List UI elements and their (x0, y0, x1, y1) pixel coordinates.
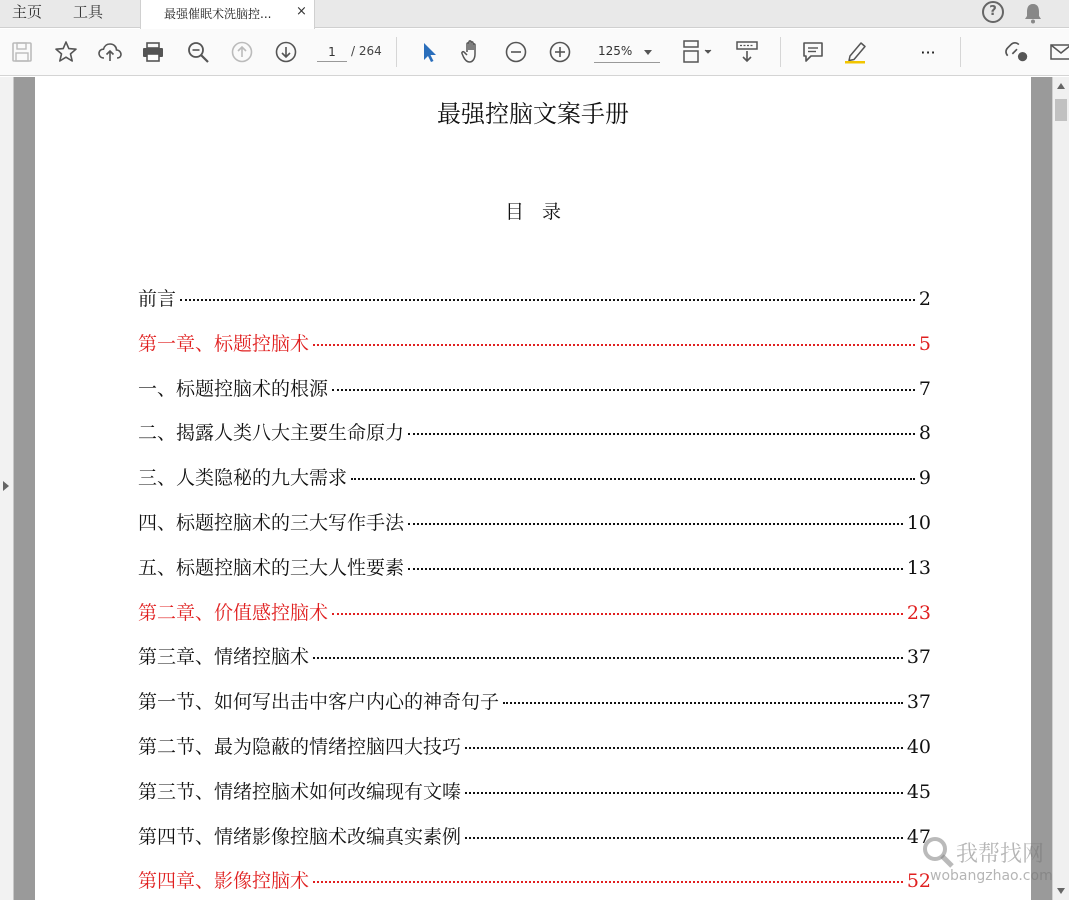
comment-icon[interactable] (800, 38, 826, 66)
toc-entry-title: 第二节、最为隐蔽的情绪控脑四大技巧 (138, 735, 462, 758)
toc-entry-title: 二、揭露人类八大主要生命原力 (138, 422, 405, 445)
toc-entry[interactable] (138, 687, 931, 732)
toc-dot-leader (408, 433, 915, 435)
tab-bar (0, 0, 1069, 28)
toc-entry[interactable] (138, 866, 931, 900)
page-total-count: / 264 (351, 44, 382, 58)
toc-entry[interactable] (138, 642, 931, 687)
watermark-url: wobangzhao.com (930, 868, 1053, 884)
toc-entry[interactable] (138, 777, 931, 822)
toc-dot-leader (332, 389, 915, 391)
toc-entry-title: 三、人类隐秘的九大需求 (138, 467, 348, 490)
next-page-icon[interactable] (273, 38, 299, 66)
toc-entry-title: 第四章、影像控脑术 (138, 870, 310, 893)
watermark-text: 我帮找网 (956, 842, 1045, 867)
toc-entry[interactable] (138, 374, 931, 419)
toc-entry-page: 5 (918, 332, 931, 355)
magnifier-logo-icon (920, 834, 956, 870)
toc-entry[interactable] (138, 598, 931, 643)
toc-dot-leader (313, 881, 903, 883)
sign-link-icon[interactable] (1004, 38, 1030, 66)
toolbar (0, 29, 1069, 76)
toc-entry-page: 2 (918, 288, 931, 310)
toc-dot-leader (332, 613, 903, 615)
toc-entry-title: 第一节、如何写出击中客户内心的神奇句子 (138, 691, 500, 714)
zoom-level-value: 125% (598, 44, 633, 58)
pdf-page (35, 77, 1031, 900)
tab-document[interactable] (140, 0, 315, 29)
left-panel-toggle[interactable] (0, 77, 14, 900)
toc-entry-title: 第二章、价值感控脑术 (138, 601, 329, 624)
toc-entry-page: 47 (906, 825, 931, 848)
document-viewer (0, 77, 1069, 900)
bookmark-star-icon[interactable] (53, 38, 79, 66)
toc-entry[interactable] (138, 553, 931, 598)
table-of-contents (138, 284, 931, 900)
toc-entry-title: 前言 (138, 288, 177, 310)
toc-entry[interactable] (138, 418, 931, 463)
upload-cloud-icon[interactable] (97, 38, 123, 66)
print-icon[interactable] (140, 38, 166, 66)
toc-dot-leader (408, 523, 903, 525)
scrollbar-thumb[interactable] (1055, 99, 1067, 121)
tab-home[interactable]: 主页 (12, 3, 43, 21)
toc-entry-title: 第三节、情绪控脑术如何改编现有文嗪 (138, 780, 462, 803)
toc-entry[interactable] (138, 822, 931, 867)
toc-entry-page: 8 (918, 422, 931, 445)
toc-entry-page: 9 (918, 467, 931, 490)
toc-entry[interactable] (138, 284, 931, 329)
toolbar-divider (960, 37, 961, 67)
toc-entry-page: 13 (906, 556, 931, 579)
toc-dot-leader (313, 344, 915, 346)
toc-dot-leader (313, 657, 903, 659)
toolbar-divider (780, 37, 781, 67)
email-icon[interactable] (1047, 38, 1069, 66)
help-icon[interactable]: ? (982, 1, 1004, 23)
toc-entry[interactable] (138, 508, 931, 553)
toc-entry-title: 五、标题控脑术的三大人性要素 (138, 556, 405, 579)
toc-entry[interactable] (138, 732, 931, 777)
toc-entry-page: 40 (906, 735, 931, 758)
toc-entry-page: 23 (906, 601, 931, 624)
tab-tools[interactable]: 工具 (73, 3, 104, 21)
hand-tool-icon[interactable] (459, 38, 485, 66)
toc-dot-leader (351, 478, 915, 480)
document-title: 最强控脑文案手册 (437, 100, 629, 128)
expand-panel-icon[interactable] (3, 481, 9, 491)
toc-entry-title: 第三章、情绪控脑术 (138, 646, 310, 669)
zoom-in-icon[interactable] (547, 38, 573, 66)
toc-entry-page: 45 (906, 780, 931, 803)
toc-entry-title: 四、标题控脑术的三大写作手法 (138, 511, 405, 534)
zoom-out-search-icon[interactable] (185, 38, 211, 66)
previous-page-icon[interactable] (229, 38, 255, 66)
document-tab-label: 最强催眠术洗脑控... (164, 7, 272, 21)
toc-dot-leader (465, 792, 903, 794)
toc-entry-page: 37 (906, 691, 931, 714)
toc-entry-title: 一、标题控脑术的根源 (138, 377, 329, 400)
highlight-pen-icon[interactable] (843, 38, 869, 66)
scroll-mode-icon[interactable] (734, 38, 760, 66)
toc-entry[interactable] (138, 329, 931, 374)
close-tab-button[interactable]: × (296, 4, 307, 19)
toc-entry-title: 第一章、标题控脑术 (138, 332, 310, 355)
toolbar-divider (396, 37, 397, 67)
toc-entry-page: 37 (906, 646, 931, 669)
toc-dot-leader (465, 837, 903, 839)
toc-entry-page: 7 (918, 377, 931, 400)
more-tools-icon[interactable]: ··· (920, 42, 936, 62)
page-layout-icon[interactable] (680, 38, 716, 66)
toc-entry-page: 10 (906, 511, 931, 534)
zoom-out-icon[interactable] (503, 38, 529, 66)
vertical-scrollbar[interactable] (1052, 77, 1069, 900)
toc-heading: 目录 (504, 201, 579, 223)
toc-entry-title: 第四节、情绪影像控脑术改编真实素例 (138, 825, 462, 848)
toc-dot-leader (465, 747, 903, 749)
toc-dot-leader (180, 299, 915, 301)
toc-dot-leader (503, 702, 903, 704)
page-number-input[interactable] (317, 42, 347, 62)
bell-icon[interactable] (1023, 2, 1043, 28)
toc-entry[interactable] (138, 463, 931, 508)
save-icon[interactable] (9, 38, 35, 66)
scroll-up-arrow-icon[interactable] (1057, 83, 1065, 89)
chevron-down-icon (644, 50, 652, 55)
zoom-level-select[interactable] (594, 42, 660, 63)
toc-dot-leader (408, 568, 903, 570)
select-cursor-icon[interactable] (416, 38, 442, 66)
toc-entry-page: 52 (906, 870, 931, 893)
site-watermark (916, 832, 1066, 898)
